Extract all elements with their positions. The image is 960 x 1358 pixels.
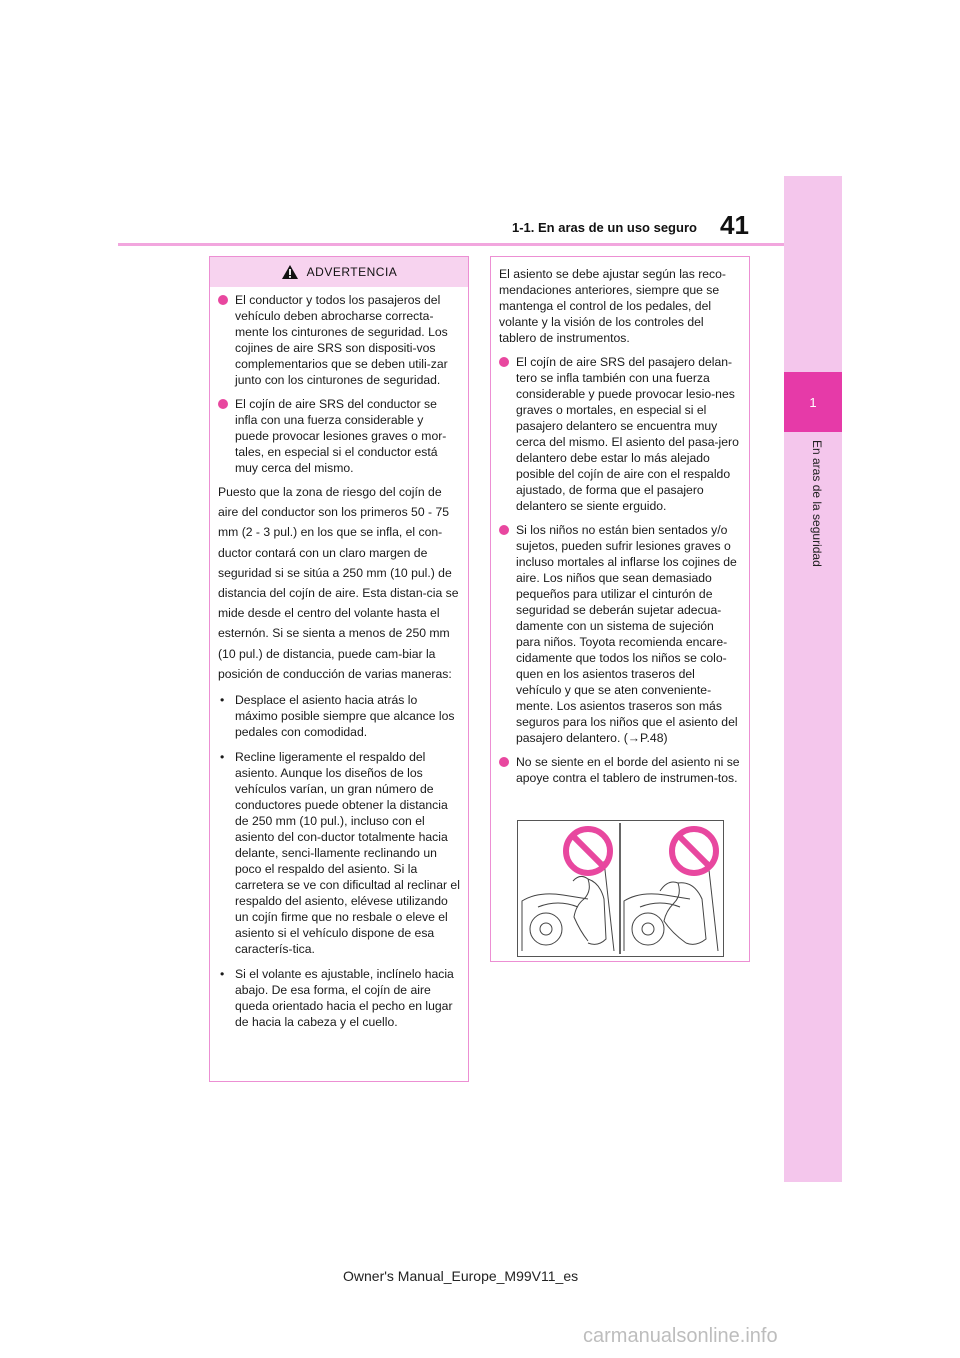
warning-triangle-icon bbox=[281, 264, 299, 280]
prohibition-icon bbox=[566, 829, 610, 873]
warning-paragraph: Puesto que la zona de riesgo del cojín de aire del conductor son los primeros 50 - 75 mm (2 - 3 pul.) en los que se infla, el con-ductor contará con un claro margen de seguridad si se sitúa a 250 mm (10 pul.) de distancia del cojín de aire. Esta distan-cia se mide desde el centro del volante hasta el esternón. Si se sienta a menos de 250 mm (10 pul.) de distancia, puede cam-biar la posición de conducción de varias maneras: bbox=[218, 485, 459, 681]
bullet-dot bbox=[499, 525, 509, 535]
intro-paragraph: El asiento se debe ajustar según las reco-mendaciones anteriores, siempre que se mantenga el control de los pedales, del volante y la visión de los controles del tablero de instrumentos. bbox=[499, 267, 726, 345]
list-item bbox=[218, 292, 460, 388]
watermark: carmanualsonline.info bbox=[583, 1325, 778, 1347]
list-item: • Recline ligeramente el respaldo del asiento. Aunque los diseños de los vehículos varían, un gran número de conductores puede obtener la distancia de 250 mm (10 pul.), incluso con el asiento del con-ductor totalmente hacia delante, senci-llamente reclinando un poco el respaldo del asiento. Si la carretera se ve con dificultad al reclinar el respaldo del asiento, elévese utilizando un cojín firme que no resbale o eleve el asiento si el vehículo dispone de esa caracterís-tica. bbox=[220, 750, 460, 957]
side-tab bbox=[784, 176, 842, 1182]
illustration-drawing bbox=[518, 821, 723, 956]
bullet-text: El cojín de aire SRS del pasajero delan-tero se infla también con una fuerza considerable y puede provocar lesio-nes graves o mortales, en especial si el pasajero delantero se encuentra muy cerca del mismo. El asiento del pasa-jero delantero debe estar lo más alejado posible del cojín de aire con el respaldo ajustado, de forma que el pasajero delantero se siente erguido. bbox=[516, 355, 739, 513]
list-item: • Si el volante es ajustable, inclínelo hacia abajo. De esa forma, el cojín de aire queda orientado hacia el pecho en lugar de hacia la cabeza y el cuello. bbox=[220, 967, 454, 1030]
warning-heading: ADVERTENCIA bbox=[306, 265, 398, 279]
side-tab-label: En aras de la seguridad bbox=[810, 440, 824, 567]
bullet-dot bbox=[499, 757, 509, 767]
list-item bbox=[499, 522, 741, 746]
dash-text: Desplace el asiento hacia atrás lo máximo posible siempre que alcance los pedales con comodidad. bbox=[235, 693, 455, 740]
footer-text: Owner's Manual_Europe_M99V11_es bbox=[343, 1268, 579, 1284]
bullet-dot bbox=[499, 357, 509, 367]
bullet-dot bbox=[218, 399, 228, 409]
seating-illustration bbox=[517, 820, 724, 957]
dash-text: Si el volante es ajustable, inclínelo hacia abajo. De esa forma, el cojín de aire queda orientado hacia el pecho en lugar de hacia la cabeza y el cuello. bbox=[235, 967, 454, 1030]
section-title: 1-1. En aras de un uso seguro bbox=[512, 220, 697, 235]
dash-text: Recline ligeramente el respaldo del asiento. Aunque los diseños de los vehículos varían, un gran número de conductores puede obtener la distancia de 250 mm (10 pul.), incluso con el asiento del con-ductor totalmente hacia delante, senci-llamente reclinando un poco el respaldo del asiento. Si la carretera se ve con dificultad al reclinar el respaldo del asiento, elévese utilizando un cojín firme que no resbale o eleve el asiento si el vehículo dispone de esa caracterís-tica. bbox=[235, 750, 460, 957]
bullet-text: No se siente en el borde del asiento ni se apoye contra el tablero de instrumen-tos. bbox=[516, 755, 740, 785]
page-number: 41 bbox=[720, 210, 749, 240]
bullet-text: El cojín de aire SRS del conductor se infla con una fuerza considerable y puede provocar lesiones graves o mor-tales, en especial si el conductor está muy cerca del mismo. bbox=[235, 397, 447, 475]
warning-box bbox=[209, 256, 469, 1082]
bullet-dot bbox=[218, 295, 228, 305]
list-item bbox=[218, 396, 460, 476]
warning-header bbox=[210, 257, 468, 287]
list-item bbox=[499, 754, 741, 786]
list-item bbox=[499, 354, 741, 514]
bullet-text: Si los niños no están bien sentados y/o sujetos, pueden sufrir lesiones graves o incluso mortales al inflarse los cojines de aire. Los niños que sean demasiado pequeños para utilizar el cinturón de seguridad se deberán sujetar adecua-damente con un sistema de sujeción para niños. Toyota recomienda encare-cidamente que todos los niños se colo-quen en los asientos traseros del vehículo y que se aten conveniente-mente. Los asientos traseros son más seguros para los niños que el asiento del pasajero delantero. (→P.48) bbox=[516, 523, 738, 745]
list-item: • Desplace el asiento hacia atrás lo máximo posible siempre que alcance los pedales con comodidad. bbox=[220, 693, 455, 740]
prohibition-icon bbox=[672, 829, 716, 873]
side-tab-number: 1 bbox=[784, 372, 842, 432]
bullet-text: El conductor y todos los pasajeros del vehículo deben abrocharse correcta-mente los cinturones de seguridad. Los cojines de aire SRS son dispositi-vos complementarios que se deben utili-zar junto con los cinturones de seguridad. bbox=[235, 293, 448, 387]
header-rule bbox=[118, 243, 784, 246]
